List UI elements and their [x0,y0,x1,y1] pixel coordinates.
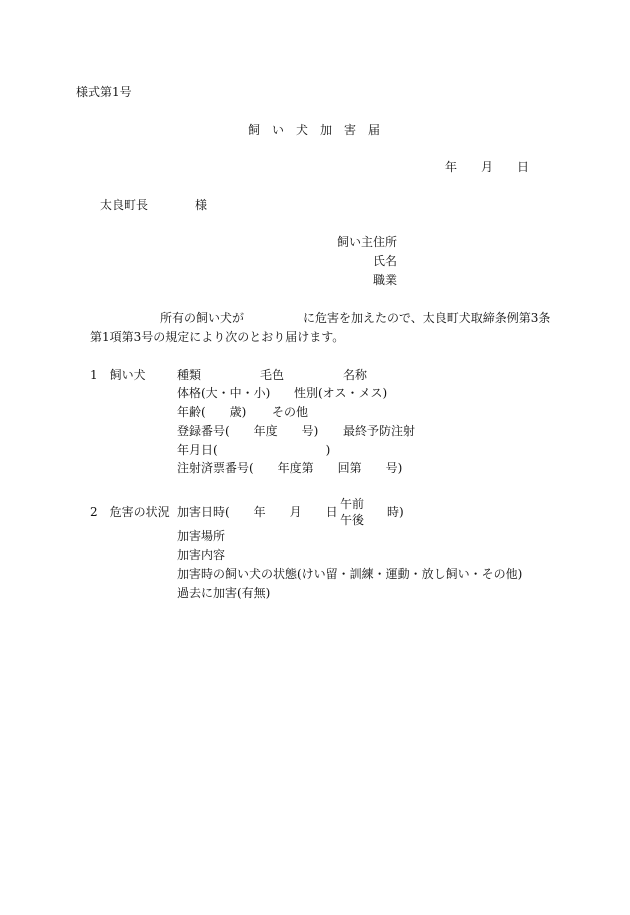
incident-place-label: 加害場所 [177,529,226,543]
form-number: 様式第1号 [76,85,132,99]
dog-name-label: 名称 [343,368,368,382]
past-incidents-label: 過去に加害(有無) [177,586,271,600]
section2-heading: 2 危害の状況 [90,505,170,519]
dog-build-label: 体格(大・中・小) [177,386,271,400]
date-line: 年 月 日 [445,160,530,174]
dog-type-label: 種類 [177,368,202,382]
vaccination-tag-number-label: 注射済票番号( 年度第 回第 号) [177,461,403,475]
owner-name-label: 氏名 [372,254,397,268]
incident-content-label: 加害内容 [177,548,226,562]
dog-age-label: 年齢( 歳) [177,405,247,419]
coat-color-label: 毛色 [260,368,285,382]
addressee-name: 太良町長 [100,198,149,212]
dog-sex-label: 性別(オス・メス) [294,386,388,400]
owner-occupation-label: 職業 [372,273,397,287]
statement-line1-part1: 所有の飼い犬が [160,311,245,325]
document-title: 飼 い 犬 加 害 届 [248,123,381,137]
statement-line1-part2: に危害を加えたので、太良町犬取締条例第3条 [303,311,551,325]
registration-number-label: 登録番号( 年度 号) [177,424,319,438]
hour-label: 時) [387,505,404,519]
owner-address-label: 飼い主住所 [336,235,397,249]
pm-label: 午後 [340,513,365,527]
vaccination-date-label: 年月日( ) [177,443,331,457]
am-label: 午前 [340,497,365,511]
dog-other-label: その他 [272,405,309,419]
section1-heading: 1 飼い犬 [90,368,146,382]
dog-state-label: 加害時の飼い犬の状態(けい留・訓練・運動・放し飼い・その他) [177,567,523,581]
addressee-honorific: 様 [195,198,208,212]
statement-line2: 第1項第3号の規定により次のとおり届けます。 [90,330,345,344]
last-vaccination-label: 最終予防注射 [343,424,416,438]
incident-datetime-label: 加害日時( 年 月 日 [177,505,338,519]
